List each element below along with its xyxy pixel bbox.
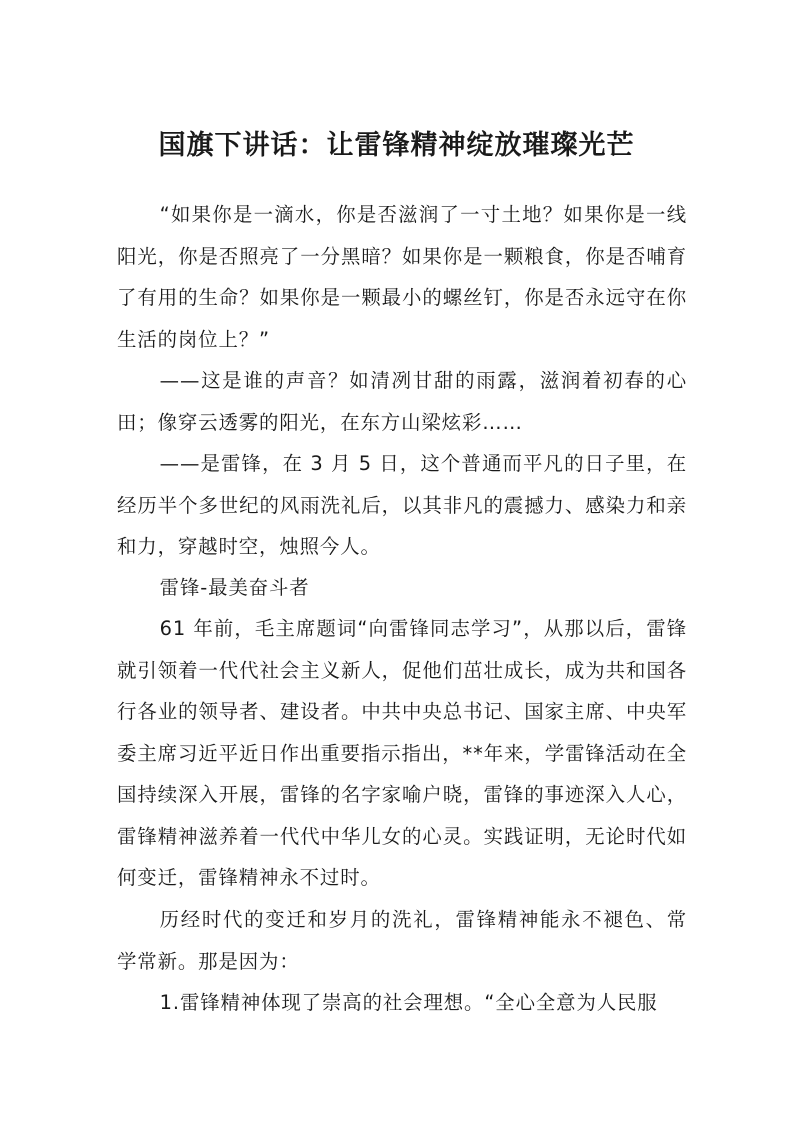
paragraph-reasons-intro: 历经时代的变迁和岁月的洗礼，雷锋精神能永不褪色、常学常新。那是因为： (117, 908, 687, 973)
paragraph-quote: “如果你是一滴水，你是否滋润了一寸土地？如果你是一线阳光，你是否照亮了一分黑暗？如果你是一颗粮食，你是否哺育了有用的生命？如果你是一颗最小的螺丝钉，你是否永远守在你生活的岗位上？” (117, 203, 687, 351)
paragraph-whose-voice: ——这是谁的声音？如清冽甘甜的雨露，滋润着初春的心田；像穿云透雾的阳光，在东方山梁炫彩…… (117, 369, 687, 434)
paragraph-lei-feng-march-5: ——是雷锋，在 3 月 5 日，这个普通而平凡的日子里，在经历半个多世纪的风雨洗礼后，以其非凡的震撼力、感染力和亲和力，穿越时空，烛照今人。 (117, 452, 687, 558)
document-title: 国旗下讲话：让雷锋精神绽放璀璨光芒 (158, 130, 635, 161)
paragraph-point-1: 1.雷锋精神体现了崇高的社会理想。“全心全意为人民服 (159, 991, 658, 1014)
paragraph-61-years: 61 年前，毛主席题词“向雷锋同志学习”，从那以后，雷锋就引领着一代代社会主义新人，促他们茁壮成长，成为共和国各行各业的领导者、建设者。中共中央总书记、国家主席、中央军委主席习近平近日作出重要指示指出，**年来，学雷锋活动在全国持续深入开展，雷锋的名字家喻户晓，雷锋的事迹深入人心，雷锋精神滋养着一代代中华儿女的心灵。实践证明，无论时代如何变迁，雷锋精神永不过时。 (117, 617, 687, 889)
section-heading: 雷锋-最美奋斗者 (159, 576, 310, 599)
